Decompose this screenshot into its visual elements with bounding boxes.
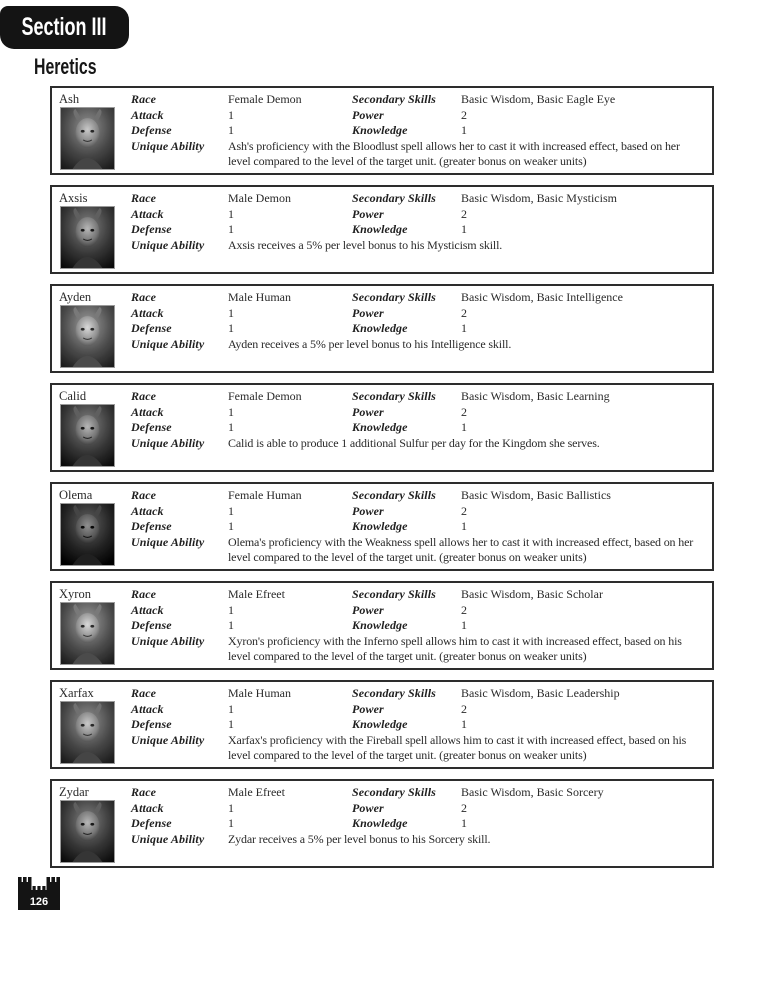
- secondary-skills-value: Basic Wisdom, Basic Eagle Eye: [461, 92, 616, 106]
- defense-label: Defense: [131, 222, 172, 236]
- power-value: 2: [461, 701, 467, 716]
- defense-value: 1: [228, 717, 234, 731]
- knowledge-value: 1: [461, 222, 467, 236]
- power-value: 2: [461, 404, 467, 419]
- knowledge-label: Knowledge: [352, 321, 408, 335]
- page-title: Heretics: [34, 54, 97, 79]
- hero-name: Calid: [59, 389, 87, 403]
- attack-label: Attack: [131, 503, 164, 518]
- hero-name: Axsis: [59, 191, 88, 205]
- power-label: Power: [352, 701, 384, 716]
- attack-label: Attack: [131, 404, 164, 419]
- hero-identity: [59, 785, 131, 863]
- defense-value: 1: [228, 816, 234, 830]
- hero-card: [50, 581, 714, 670]
- power-label: Power: [352, 602, 384, 617]
- axsis-male-demon-portrait: [60, 206, 115, 269]
- secondary-skills-value: Basic Wisdom, Basic Intelligence: [461, 290, 623, 304]
- hero-identity: [59, 290, 131, 368]
- unique-ability-label: Unique Ability: [131, 732, 205, 747]
- defense-value: 1: [228, 519, 234, 533]
- unique-ability-label: Unique Ability: [131, 336, 205, 351]
- hero-stats-table: [131, 92, 705, 170]
- race-value: Male Demon: [228, 191, 291, 205]
- attack-value: 1: [228, 305, 234, 320]
- race-value: Male Efreet: [228, 587, 285, 601]
- hero-identity: [59, 587, 131, 665]
- attack-label: Attack: [131, 305, 164, 320]
- power-label: Power: [352, 305, 384, 320]
- secondary-skills-label: Secondary Skills: [352, 92, 436, 106]
- secondary-skills-label: Secondary Skills: [352, 488, 436, 502]
- castle-icon: [17, 876, 61, 913]
- hero-name: Ayden: [59, 290, 92, 304]
- section-banner: [0, 6, 129, 49]
- race-value: Male Efreet: [228, 785, 285, 799]
- knowledge-label: Knowledge: [352, 123, 408, 137]
- attack-label: Attack: [131, 800, 164, 815]
- attack-value: 1: [228, 404, 234, 419]
- knowledge-label: Knowledge: [352, 420, 408, 434]
- attack-label: Attack: [131, 107, 164, 122]
- race-value: Female Human: [228, 488, 302, 502]
- unique-ability-text: Zydar receives a 5% per level bonus to his Sorcery skill.: [228, 831, 491, 846]
- knowledge-value: 1: [461, 816, 467, 830]
- hero-card: [50, 86, 714, 175]
- race-label: Race: [131, 191, 157, 205]
- attack-value: 1: [228, 206, 234, 221]
- race-label: Race: [131, 785, 157, 799]
- power-label: Power: [352, 503, 384, 518]
- power-value: 2: [461, 206, 467, 221]
- power-value: 2: [461, 107, 467, 122]
- secondary-skills-label: Secondary Skills: [352, 686, 436, 700]
- race-label: Race: [131, 389, 157, 403]
- secondary-skills-value: Basic Wisdom, Basic Ballistics: [461, 488, 611, 502]
- section-banner-label: Section III: [21, 13, 108, 41]
- defense-label: Defense: [131, 618, 172, 632]
- unique-ability-text: Axsis receives a 5% per level bonus to his Mysticism skill.: [228, 237, 503, 252]
- hero-stats-table: [131, 488, 705, 566]
- defense-value: 1: [228, 420, 234, 434]
- attack-value: 1: [228, 701, 234, 716]
- race-value: Female Demon: [228, 92, 302, 106]
- race-label: Race: [131, 92, 157, 106]
- unique-ability-label: Unique Ability: [131, 138, 205, 153]
- hero-stats-table: [131, 191, 705, 253]
- hero-name: Zydar: [59, 785, 89, 799]
- page-number-badge: [17, 876, 61, 913]
- secondary-skills-value: Basic Wisdom, Basic Learning: [461, 389, 610, 403]
- hero-card-list: [50, 86, 714, 878]
- defense-value: 1: [228, 123, 234, 137]
- hero-stats-table: [131, 389, 705, 451]
- hero-identity: [59, 686, 131, 764]
- secondary-skills-label: Secondary Skills: [352, 785, 436, 799]
- unique-ability-text: Olema's proficiency with the Weakness spell allows her to cast it with increased effect, based on her level compared to the level of the target unit. (greater bonus on weaker units): [228, 534, 694, 564]
- defense-label: Defense: [131, 321, 172, 335]
- unique-ability-text: Ayden receives a 5% per level bonus to his Intelligence skill.: [228, 336, 512, 351]
- race-label: Race: [131, 488, 157, 502]
- unique-ability-text: Xyron's proficiency with the Inferno spell allows him to cast it with increased effect, based on his level compared to the level of the target unit. (greater bonus on weaker units): [228, 633, 682, 663]
- secondary-skills-label: Secondary Skills: [352, 290, 436, 304]
- race-value: Male Human: [228, 290, 291, 304]
- olema-female-human-portrait: [60, 503, 115, 566]
- attack-value: 1: [228, 503, 234, 518]
- attack-value: 1: [228, 800, 234, 815]
- secondary-skills-label: Secondary Skills: [352, 389, 436, 403]
- race-label: Race: [131, 686, 157, 700]
- hero-identity: [59, 191, 131, 269]
- defense-value: 1: [228, 321, 234, 335]
- hero-name: Xyron: [59, 587, 91, 601]
- unique-ability-label: Unique Ability: [131, 633, 205, 648]
- xyron-male-efreet-portrait: [60, 602, 115, 665]
- knowledge-value: 1: [461, 618, 467, 632]
- hero-stats-table: [131, 785, 705, 847]
- hero-name: Olema: [59, 488, 93, 502]
- knowledge-label: Knowledge: [352, 816, 408, 830]
- defense-value: 1: [228, 618, 234, 632]
- power-value: 2: [461, 305, 467, 320]
- defense-label: Defense: [131, 519, 172, 533]
- unique-ability-label: Unique Ability: [131, 831, 205, 846]
- power-label: Power: [352, 404, 384, 419]
- power-value: 2: [461, 800, 467, 815]
- unique-ability-label: Unique Ability: [131, 534, 205, 549]
- power-value: 2: [461, 503, 467, 518]
- hero-stats-table: [131, 290, 705, 352]
- knowledge-value: 1: [461, 519, 467, 533]
- hero-identity: [59, 389, 131, 467]
- attack-label: Attack: [131, 602, 164, 617]
- defense-label: Defense: [131, 816, 172, 830]
- hero-identity: [59, 488, 131, 566]
- race-label: Race: [131, 587, 157, 601]
- knowledge-value: 1: [461, 717, 467, 731]
- attack-value: 1: [228, 602, 234, 617]
- secondary-skills-value: Basic Wisdom, Basic Mysticism: [461, 191, 617, 205]
- race-label: Race: [131, 290, 157, 304]
- hero-stats-table: [131, 587, 705, 665]
- defense-value: 1: [228, 222, 234, 236]
- attack-label: Attack: [131, 206, 164, 221]
- knowledge-label: Knowledge: [352, 222, 408, 236]
- secondary-skills-value: Basic Wisdom, Basic Scholar: [461, 587, 603, 601]
- xarfax-male-human-portrait: [60, 701, 115, 764]
- secondary-skills-value: Basic Wisdom, Basic Sorcery: [461, 785, 604, 799]
- zydar-male-efreet-portrait: [60, 800, 115, 863]
- race-value: Male Human: [228, 686, 291, 700]
- hero-card: [50, 185, 714, 274]
- secondary-skills-label: Secondary Skills: [352, 191, 436, 205]
- defense-label: Defense: [131, 123, 172, 137]
- hero-card: [50, 779, 714, 868]
- unique-ability-label: Unique Ability: [131, 435, 205, 450]
- knowledge-label: Knowledge: [352, 519, 408, 533]
- calid-female-demon-portrait: [60, 404, 115, 467]
- secondary-skills-value: Basic Wisdom, Basic Leadership: [461, 686, 620, 700]
- hero-card: [50, 482, 714, 571]
- hero-name: Xarfax: [59, 686, 94, 700]
- knowledge-value: 1: [461, 321, 467, 335]
- power-label: Power: [352, 800, 384, 815]
- knowledge-value: 1: [461, 420, 467, 434]
- race-value: Female Demon: [228, 389, 302, 403]
- hero-name: Ash: [59, 92, 80, 106]
- hero-stats-table: [131, 686, 705, 764]
- knowledge-value: 1: [461, 123, 467, 137]
- hero-card: [50, 383, 714, 472]
- ayden-male-human-portrait: [60, 305, 115, 368]
- unique-ability-text: Ash's proficiency with the Bloodlust spell allows her to cast it with increased effect, based on her level compared to the level of the target unit. (greater bonus on weaker units): [228, 138, 680, 168]
- unique-ability-text: Calid is able to produce 1 additional Sulfur per day for the Kingdom she serves.: [228, 435, 600, 450]
- knowledge-label: Knowledge: [352, 717, 408, 731]
- knowledge-label: Knowledge: [352, 618, 408, 632]
- defense-label: Defense: [131, 717, 172, 731]
- power-label: Power: [352, 107, 384, 122]
- secondary-skills-label: Secondary Skills: [352, 587, 436, 601]
- attack-value: 1: [228, 107, 234, 122]
- defense-label: Defense: [131, 420, 172, 434]
- attack-label: Attack: [131, 701, 164, 716]
- hero-card: [50, 680, 714, 769]
- power-value: 2: [461, 602, 467, 617]
- ash-female-demon-portrait: [60, 107, 115, 170]
- hero-card: [50, 284, 714, 373]
- unique-ability-label: Unique Ability: [131, 237, 205, 252]
- page-number: 126: [29, 896, 49, 908]
- power-label: Power: [352, 206, 384, 221]
- hero-identity: [59, 92, 131, 170]
- unique-ability-text: Xarfax's proficiency with the Fireball spell allows him to cast it with increased effect, based on his level compared to the level of the target unit. (greater bonus on weaker units): [228, 732, 687, 762]
